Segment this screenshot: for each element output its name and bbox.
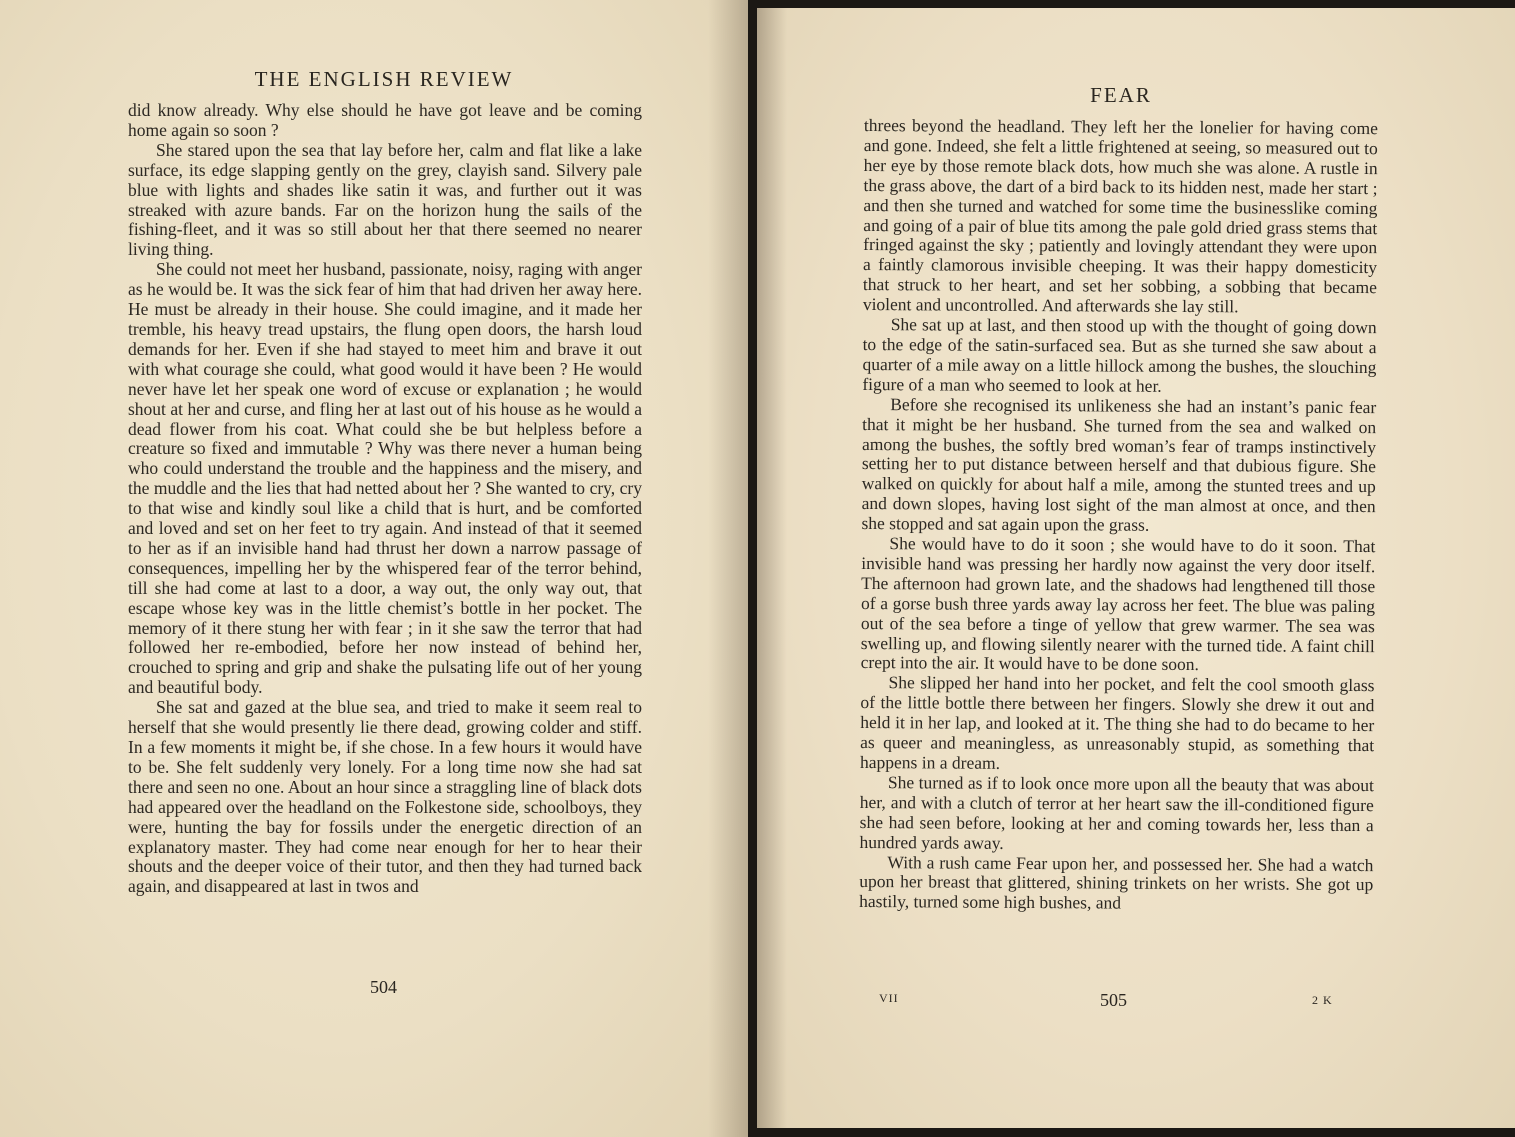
paragraph: She sat up at last, and then stood up with the thought of going down to the edge of the satin-surfaced sea. But as she turned she saw about a quarter of a mile away on a little hillock among the bushes, the slouching figure of a man who seemed to look at her. [862,314,1377,396]
gutter-shadow [708,0,748,1137]
running-head: THE ENGLISH REVIEW [254,67,514,91]
page-number: 504 [370,977,397,997]
right-page-text [859,116,1378,915]
volume-signature: VII [879,991,899,1005]
right-page [757,8,1515,1128]
paragraph: did know already. Why else should he have got leave and be coming home again so soon ? [128,100,642,140]
left-page-text [128,101,642,897]
page-number: 505 [1100,990,1127,1010]
left-page [0,0,748,1137]
paragraph: With a rush came Fear upon her, and possessed her. She had a watch upon her breast that glittered, shining trinkets on her wrists. She got up hastily, turned some high bushes, and [859,851,1374,913]
paragraph: She could not meet her husband, passionate, noisy, raging with anger as he would be. It was the sick fear of him that had driven her away here. He must be already in their house. She could imagine, and it made her tremble, his heavy tread upstairs, the flung open doors, the harsh loud demands for her. Even if she had stayed to meet him and brave it out with what courage she could, what good would it have been ? He would never have let her speak one word of excuse or explanation ; he would shout at her and curse, and fling her at last out of his house as he would a dead flower from his coat. What could she be but helpless before a creature so fixed and immutable ? Why was there never a human being who could understand the trouble and the happiness and the misery, and the muddle and the lies that had netted about her ? She wanted to cry, cry to that wise and kindly soul like a child that is hurt, and be comforted and loved and set on her feet to try again. And instead of that it seemed to her as if an invisible hand had thrust her down a narrow passage of consequences, impelling her by the whispered fear of the terror behind, till she had come at last to a door, a way out, the only way out, that escape whose key was in the little chemist’s bottle in her pocket. The memory of it there stung her with fear ; in it she saw the terror that had followed her re-embodied, before her now instead of behind her, crouched to spring and grip and shake the pulsating life out of her young and beautiful body. [128,259,642,698]
paragraph: threes beyond the headland. They left her the lonelier for having come and gone. Indeed, she felt a little frightened at seeing, so measured out to her eye by those remote black dots, how much she was alone. A rustle in the grass above, the dart of a bird back to its hidden nest, made her start ; and then she turned and watched for some time the businesslike coming and going of a pair of blue tits among the pale gold dried grass stems that fringed against the sky ; patiently and lovingly attendant they were upon a faintly clamorous invisible cheeping. It was their happy domesticity that struck to her heart, and set her sobbing, a sobbing that became violent and uncontrolled. And afterwards she lay still. [862,115,1378,317]
paragraph: She stared upon the sea that lay before her, calm and flat like a lake surface, its edge slapping gently on the grey, clayish sand. Silvery pale blue with lights and shades like satin it was, and further out it was streaked with azure bands. Far on the horizon hung the sails of the fishing-fleet, and it was so still about her that there seemed no nearer living thing. [128,139,642,260]
paragraph: She sat and gazed at the blue sea, and tried to make it seem real to herself that she would presently lie there dead, growing colder and stiff. In a few moments it might be, if she chose. In a few hours it would have to be. She felt suddenly very lonely. For a long time now she had sat there and seen no one. About an hour since a straggling line of black dots had appeared over the headland on the Folkestone side, schoolboys, they were, hunting the bay for fossils under the energetic direction of an explanatory master. They had come near enough for her to hear their shouts and the deeper voice of their tutor, and then they had turned back again, and disappeared at last in twos and [128,697,642,897]
signature-mark: 2 K [1312,993,1333,1007]
paragraph: She turned as if to look once more upon all the beauty that was about her, and with a clutch of terror at her heart saw the ill-conditioned figure she had seen before, looking at her and coming towards her, less than a hundred yards away. [859,772,1374,853]
running-head: FEAR [1090,83,1152,107]
gutter-shadow [757,8,787,1128]
paragraph: Before she recognised its unlikeness she had an instant’s panic fear that it might be her husband. She turned from the sea and walked on among the bushes, the softly bred woman’s fear of tramps instinctively setting her to put distance between herself and that dubious figure. She walked on quickly for about half a mile, among the stunted trees and up and down slopes, having lost sight of the man almost at once, and then she stopped and sat again upon the grass. [861,393,1377,535]
paragraph: She would have to do it soon ; she would have to do it soon. That invisible hand was pressing her hardly now against the very door itself. The afternoon had grown late, and the shadows had lengthened till those of a gorse bush three yards away lay across her feet. The blue was paling out of the sea before a tinge of yellow that grew warmer. The sea was swelling up, and flowing silently nearer with the turned tide. A faint chill crept into the air. It would have to be done soon. [860,533,1376,675]
paragraph: She slipped her hand into her pocket, and felt the cool smooth glass of the little bottle there between her fingers. Slowly she drew it out and held it in her lap, and looked at it. The thing she had to do became to her as queer and meaningless, as unreasonably stupid, as something that happens in a dream. [859,672,1375,773]
